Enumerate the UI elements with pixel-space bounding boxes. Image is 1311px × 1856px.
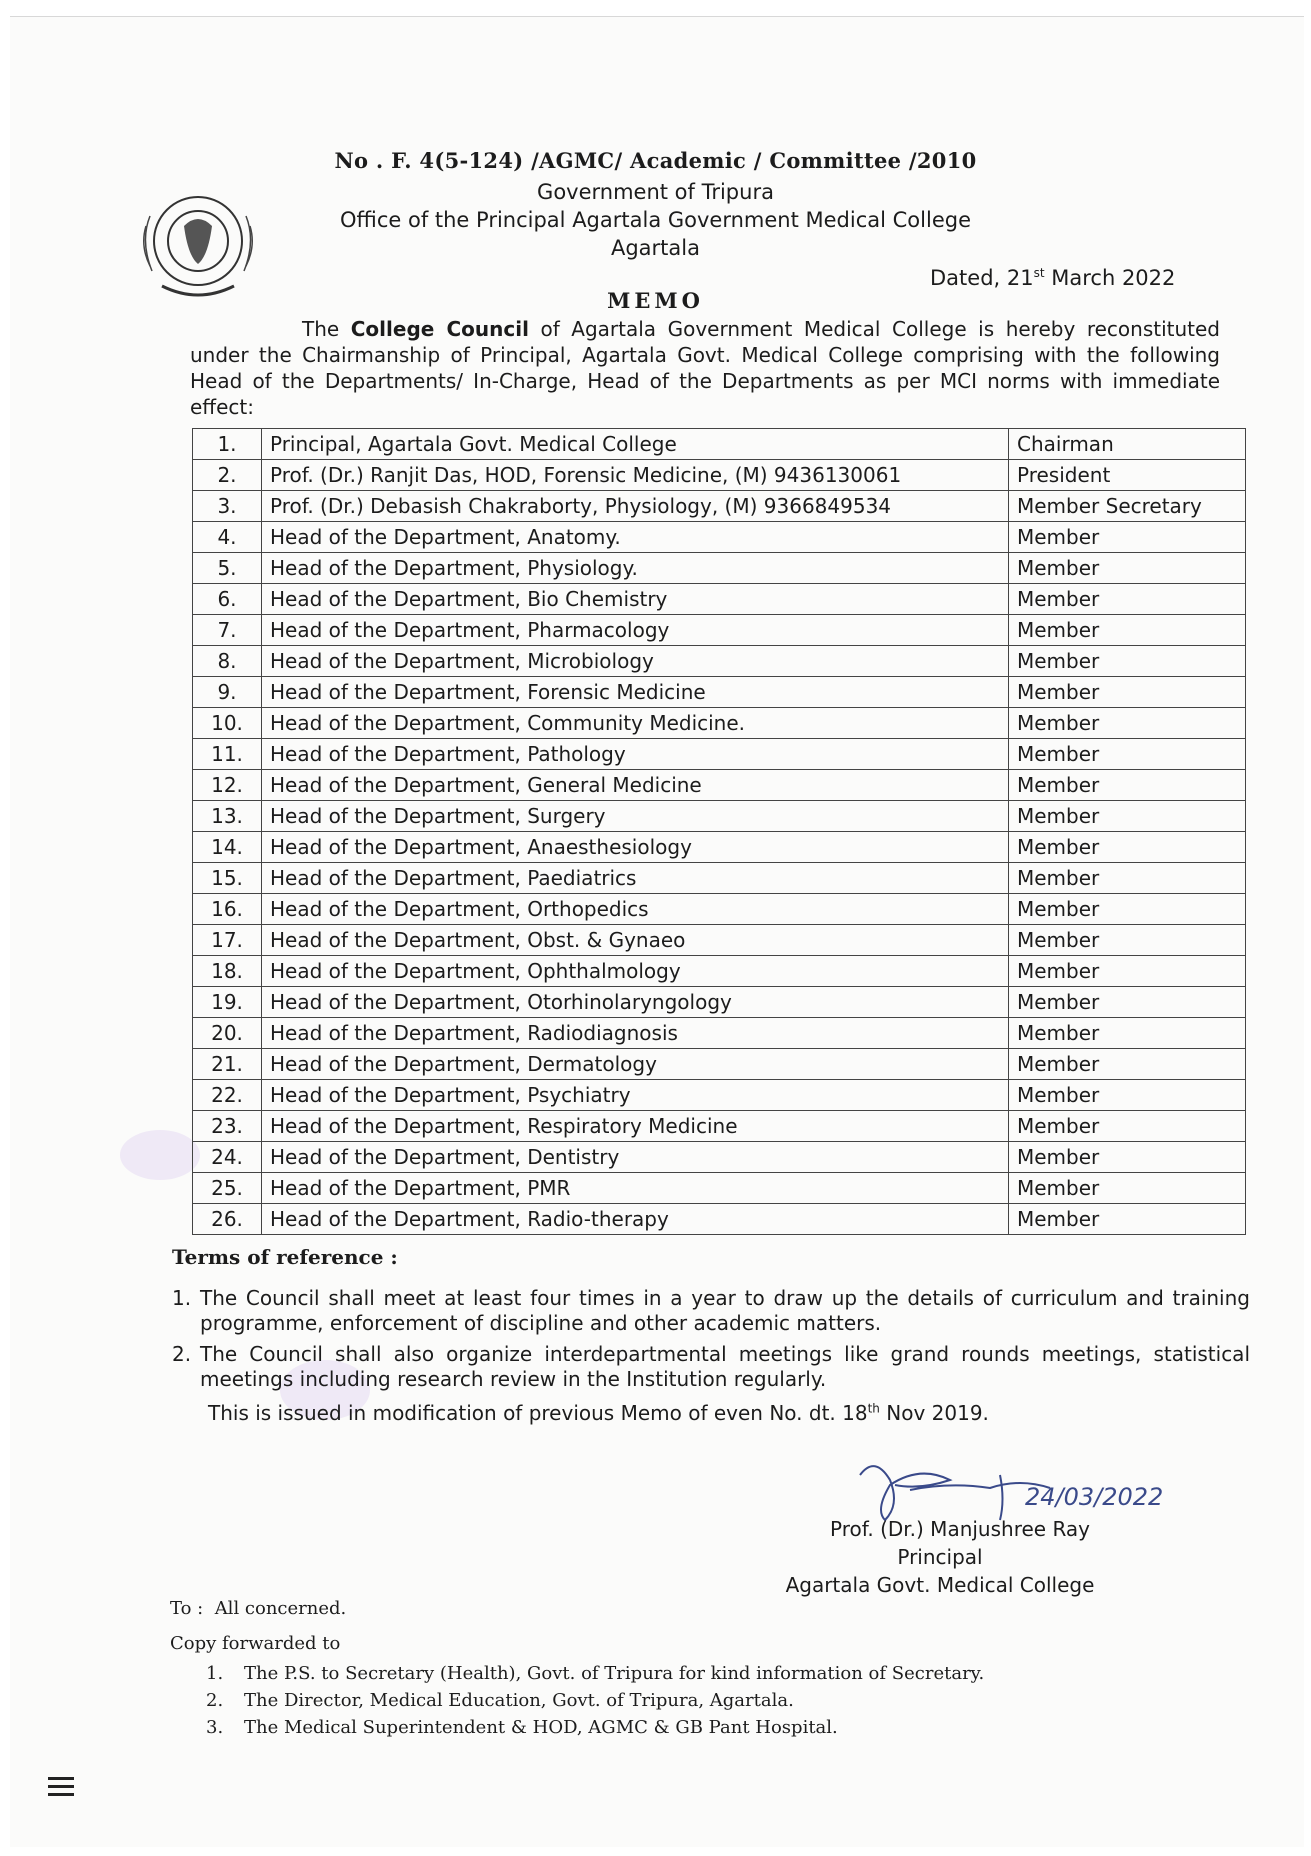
council-number: 12. — [193, 770, 262, 801]
council-number: 20. — [193, 1018, 262, 1049]
council-number: 25. — [193, 1173, 262, 1204]
council-role: Member — [1009, 801, 1246, 832]
council-role: Member — [1009, 615, 1246, 646]
council-member-name: Head of the Department, Radiodiagnosis — [262, 1018, 1009, 1049]
council-number: 9. — [193, 677, 262, 708]
council-member-name: Head of the Department, Respiratory Medicine — [262, 1111, 1009, 1142]
terms-item: 1. The Council shall meet at least four times in a year to draw up the details of curriculum and training programme, enforcement of discipline and other academic matters. — [172, 1286, 1250, 1335]
council-number: 10. — [193, 708, 262, 739]
council-row — [193, 646, 1246, 677]
council-member-name: Head of the Department, Paediatrics — [262, 863, 1009, 894]
council-number: 7. — [193, 615, 262, 646]
council-member-name: Head of the Department, Bio Chemistry — [262, 584, 1009, 615]
council-role: Member — [1009, 925, 1246, 956]
council-table — [192, 428, 1246, 1235]
council-number: 18. — [193, 956, 262, 987]
council-row — [193, 956, 1246, 987]
government-name: Government of Tripura — [537, 180, 774, 204]
council-member-name: Head of the Department, Anatomy. — [262, 522, 1009, 553]
issued-note: This is issued in modification of previous Memo of even No. dt. 18th Nov 2019. — [208, 1401, 989, 1425]
signatory-designation: Principal — [897, 1545, 983, 1569]
council-row — [193, 708, 1246, 739]
council-role: Member — [1009, 1173, 1246, 1204]
signature-date: 24/03/2022 — [1025, 1483, 1164, 1511]
stain — [120, 1130, 200, 1180]
council-row — [193, 522, 1246, 553]
council-role: Member Secretary — [1009, 491, 1246, 522]
council-row — [193, 491, 1246, 522]
council-number: 24. — [193, 1142, 262, 1173]
signatory-block — [760, 1515, 1120, 1599]
council-role: Member — [1009, 522, 1246, 553]
council-member-name: Head of the Department, Anaesthesiology — [262, 832, 1009, 863]
council-role: Member — [1009, 708, 1246, 739]
council-row — [193, 739, 1246, 770]
council-number: 23. — [193, 1111, 262, 1142]
memo-intro: The College Council of Agartala Government Medical College is hereby reconstituted under the Chairmanship of Principal, Agartala Govt. Medical College comprising with the following Head of the Departments/ In-Charge, Head of the Departments as per MCI norms with immediate effect: — [190, 317, 1221, 419]
council-role: Member — [1009, 894, 1246, 925]
council-role: Member — [1009, 987, 1246, 1018]
council-member-name: Head of the Department, PMR — [262, 1173, 1009, 1204]
council-number: 2. — [193, 460, 262, 491]
council-row — [193, 1142, 1246, 1173]
council-role: Member — [1009, 739, 1246, 770]
council-row — [193, 553, 1246, 584]
council-row — [193, 832, 1246, 863]
council-role: Member — [1009, 956, 1246, 987]
copy-item: 2. The Director, Medical Education, Govt. of Tripura, Agartala. — [206, 1690, 794, 1711]
council-number: 21. — [193, 1049, 262, 1080]
council-number: 15. — [193, 863, 262, 894]
council-number: 6. — [193, 584, 262, 615]
council-member-name: Head of the Department, Ophthalmology — [262, 956, 1009, 987]
council-member-name: Head of the Department, Physiology. — [262, 553, 1009, 584]
council-role: Member — [1009, 1142, 1246, 1173]
terms-list — [172, 1286, 1250, 1398]
council-member-name: Head of the Department, Dentistry — [262, 1142, 1009, 1173]
memo-date: Dated, 21st March 2022 — [930, 266, 1176, 290]
council-member-name: Prof. (Dr.) Debasish Chakraborty, Physiology, (M) 9366849534 — [262, 491, 1009, 522]
council-number: 14. — [193, 832, 262, 863]
council-role: Member — [1009, 863, 1246, 894]
council-member-name: Head of the Department, Dermatology — [262, 1049, 1009, 1080]
council-role: Member — [1009, 553, 1246, 584]
council-role: Member — [1009, 1111, 1246, 1142]
council-number: 17. — [193, 925, 262, 956]
memo-title: MEMO — [607, 288, 704, 313]
council-member-name: Head of the Department, Microbiology — [262, 646, 1009, 677]
council-member-name: Head of the Department, Psychiatry — [262, 1080, 1009, 1111]
council-member-name: Head of the Department, Pathology — [262, 739, 1009, 770]
copy-heading: Copy forwarded to — [170, 1633, 341, 1654]
council-number: 1. — [193, 429, 262, 460]
council-number: 26. — [193, 1204, 262, 1235]
council-number: 5. — [193, 553, 262, 584]
council-row — [193, 460, 1246, 491]
council-row — [193, 1018, 1246, 1049]
council-row — [193, 584, 1246, 615]
signatory-name: Prof. (Dr.) Manjushree Ray — [830, 1517, 1090, 1541]
council-member-name: Prof. (Dr.) Ranjit Das, HOD, Forensic Medicine, (M) 9436130061 — [262, 460, 1009, 491]
council-member-name: Head of the Department, Obst. & Gynaeo — [262, 925, 1009, 956]
council-member-name: Head of the Department, Pharmacology — [262, 615, 1009, 646]
council-role: Member — [1009, 677, 1246, 708]
terms-item: 2. The Council shall also organize interdepartmental meetings like grand rounds meetings, statistical meetings including research review in the Institution regularly. — [172, 1342, 1250, 1391]
terms-heading: Terms of reference : — [172, 1245, 398, 1269]
council-member-name: Head of the Department, Community Medicine. — [262, 708, 1009, 739]
council-member-name: Head of the Department, General Medicine — [262, 770, 1009, 801]
council-row — [193, 1080, 1246, 1111]
office-name: Office of the Principal Agartala Government Medical College — [340, 208, 971, 232]
council-row — [193, 429, 1246, 460]
council-role: Member — [1009, 1018, 1246, 1049]
council-role: Member — [1009, 770, 1246, 801]
council-row — [193, 1111, 1246, 1142]
council-row — [193, 925, 1246, 956]
council-member-name: Head of the Department, Orthopedics — [262, 894, 1009, 925]
council-role: Member — [1009, 584, 1246, 615]
council-row — [193, 770, 1246, 801]
menu-icon[interactable] — [48, 1777, 74, 1797]
council-number: 4. — [193, 522, 262, 553]
council-number: 8. — [193, 646, 262, 677]
council-row — [193, 1204, 1246, 1235]
council-row — [193, 801, 1246, 832]
city-name: Agartala — [610, 236, 700, 260]
council-number: 22. — [193, 1080, 262, 1111]
council-member-name: Head of the Department, Radio-therapy — [262, 1204, 1009, 1235]
council-number: 11. — [193, 739, 262, 770]
council-row — [193, 1049, 1246, 1080]
council-number: 16. — [193, 894, 262, 925]
council-role: Member — [1009, 1080, 1246, 1111]
council-member-name: Principal, Agartala Govt. Medical College — [262, 429, 1009, 460]
council-number: 19. — [193, 987, 262, 1018]
council-row — [193, 1173, 1246, 1204]
copy-item: 3. The Medical Superintendent & HOD, AGMC & GB Pant Hospital. — [206, 1717, 838, 1738]
council-row — [193, 615, 1246, 646]
copy-item: 1. The P.S. to Secretary (Health), Govt. of Tripura for kind information of Secretary. — [206, 1663, 985, 1684]
copy-list — [206, 1660, 984, 1741]
council-row — [193, 894, 1246, 925]
council-row — [193, 987, 1246, 1018]
council-member-name: Head of the Department, Surgery — [262, 801, 1009, 832]
council-member-name: Head of the Department, Otorhinolaryngology — [262, 987, 1009, 1018]
council-role: President — [1009, 460, 1246, 491]
council-role: Member — [1009, 1204, 1246, 1235]
council-number: 13. — [193, 801, 262, 832]
council-row — [193, 863, 1246, 894]
council-role: Member — [1009, 1049, 1246, 1080]
council-number: 3. — [193, 491, 262, 522]
reference-number: No . F. 4(5-124) /AGMC/ Academic / Committee /2010 — [334, 148, 977, 173]
to-line: To : All concerned. — [170, 1598, 347, 1619]
council-member-name: Head of the Department, Forensic Medicine — [262, 677, 1009, 708]
council-role: Member — [1009, 832, 1246, 863]
signatory-institution: Agartala Govt. Medical College — [785, 1573, 1095, 1597]
council-row — [193, 677, 1246, 708]
council-role: Member — [1009, 646, 1246, 677]
council-role: Chairman — [1009, 429, 1246, 460]
